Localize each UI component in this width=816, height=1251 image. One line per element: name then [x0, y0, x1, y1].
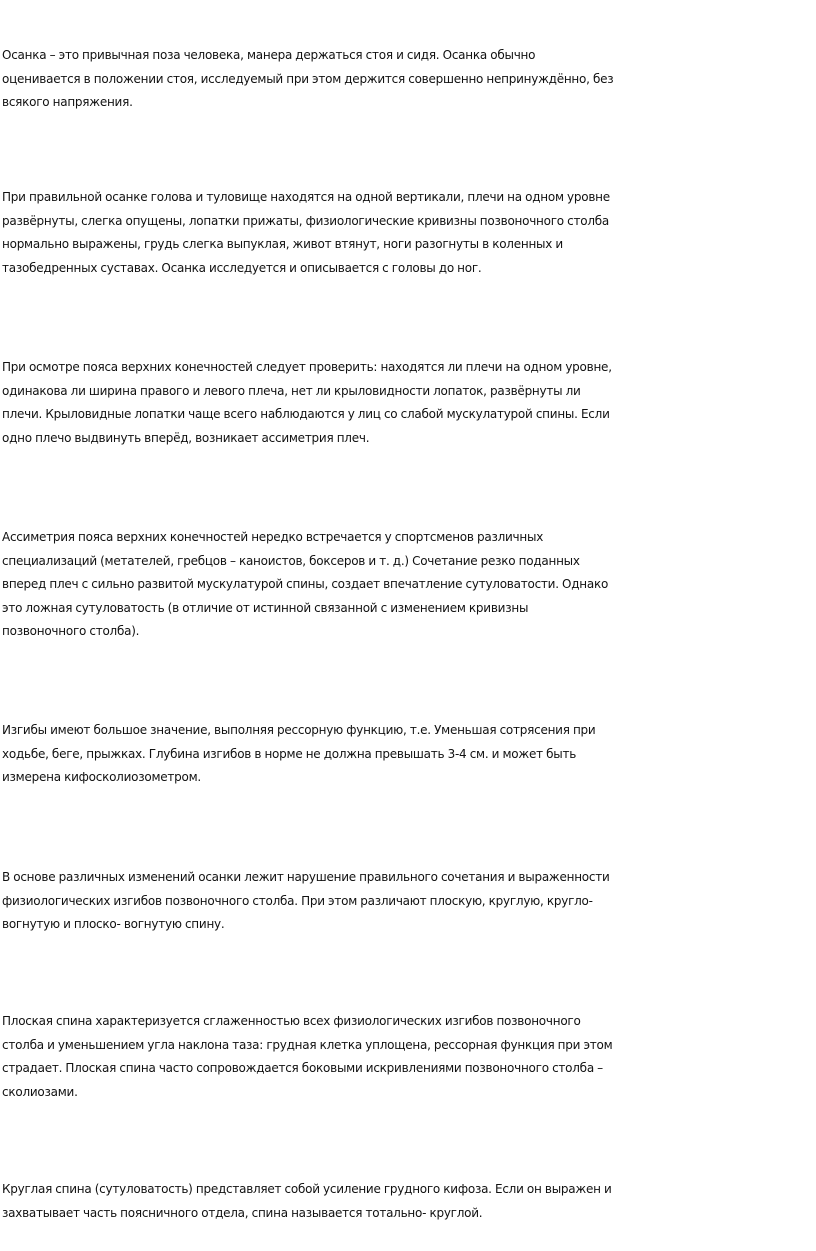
text-line: позвоночного столба).: [2, 624, 140, 639]
text-line: При осмотре пояса верхних конечностей следует проверить: находятся ли плечи на одном уровне,: [2, 360, 612, 374]
text-line: оценивается в положении стоя, исследуемый при этом держится совершенно непринуждённо, без: [2, 71, 614, 86]
text-line: сколиозами.: [2, 1084, 78, 1099]
text-line: Плоская спина характеризуется сглаженностью всех физиологических изгибов позвоночного: [2, 1014, 581, 1028]
paragraph-round-back: [2, 1178, 816, 1225]
text-line: захватывает часть поясничного отдела, спина называется тотально- круглой.: [2, 1205, 483, 1220]
paragraph-flat-back: [2, 1010, 816, 1104]
text-line: физиологических изгибов позвоночного столба. При этом различают плоскую, круглую, кругло-: [2, 893, 593, 908]
text-line: всякого напряжения.: [2, 95, 133, 110]
text-line: При правильной осанке голова и туловище находятся на одной вертикали, плечи на одном уровне: [2, 190, 610, 204]
paragraph-posture-disorders: [2, 866, 816, 937]
text-line: Осанка – это привычная поза человека, манера держаться стоя и сидя. Осанка обычно: [2, 48, 536, 62]
text-line: одинакова ли ширина правого и левого плеча, нет ли крыловидности лопаток, развёрнуты ли: [2, 383, 581, 398]
text-line: ходьбе, беге, прыжках. Глубина изгибов в норме не должна превышать 3-4 см. и может быть: [2, 746, 577, 761]
paragraph-spinal-curves: [2, 719, 816, 790]
text-line: измерена кифосколиозометром.: [2, 770, 201, 785]
text-line: нормально выражены, грудь слегка выпуклая, живот втянут, ноги разогнуты в коленных и: [2, 237, 563, 252]
text-line: одно плечо выдвинуть вперёд, возникает ассиметрия плеч.: [2, 430, 370, 445]
text-line: это ложная сутуловатость (в отличие от истинной связанной с изменением кривизны: [2, 600, 529, 615]
text-line: В основе различных изменений осанки лежит нарушение правильного сочетания и выраженности: [2, 870, 610, 884]
text-line: вогнутую и плоско- вогнутую спину.: [2, 917, 225, 932]
text-line: столба и уменьшением угла наклона таза: грудная клетка уплощена, рессорная функция при этом: [2, 1037, 613, 1052]
paragraph-posture-definition: [2, 44, 816, 115]
text-line: специализаций (метателей, гребцов – каноистов, боксеров и т. д.) Сочетание резко поданных: [2, 553, 580, 568]
text-line: Круглая спина (сутуловатость) представляет собой усиление грудного кифоза. Если он выражен и: [2, 1182, 612, 1196]
text-line: тазобедренных суставах. Осанка исследуется и описывается с головы до ног.: [2, 260, 482, 275]
text-line: вперед плеч с сильно развитой мускулатурой спины, создает впечатление сутуловатости. Однако: [2, 577, 609, 592]
paragraph-girdle-asymmetry: [2, 526, 816, 644]
text-line: развёрнуты, слегка опущены, лопатки прижаты, физиологические кривизны позвоночного столба: [2, 213, 610, 228]
text-line: плечи. Крыловидные лопатки чаще всего наблюдаются у лиц со слабой мускулатурой спины. Если: [2, 407, 610, 422]
paragraph-correct-posture: [2, 186, 816, 280]
text-line: Ассиметрия пояса верхних конечностей нередко встречается у спортсменов различных: [2, 530, 544, 544]
text-line: страдает. Плоская спина часто сопровождается боковыми искривлениями позвоночного столба –: [2, 1061, 603, 1076]
paragraph-upper-limb-girdle-exam: [2, 356, 816, 450]
text-line: Изгибы имеют большое значение, выполняя рессорную функцию, т.е. Уменьшая сотрясения при: [2, 723, 596, 737]
